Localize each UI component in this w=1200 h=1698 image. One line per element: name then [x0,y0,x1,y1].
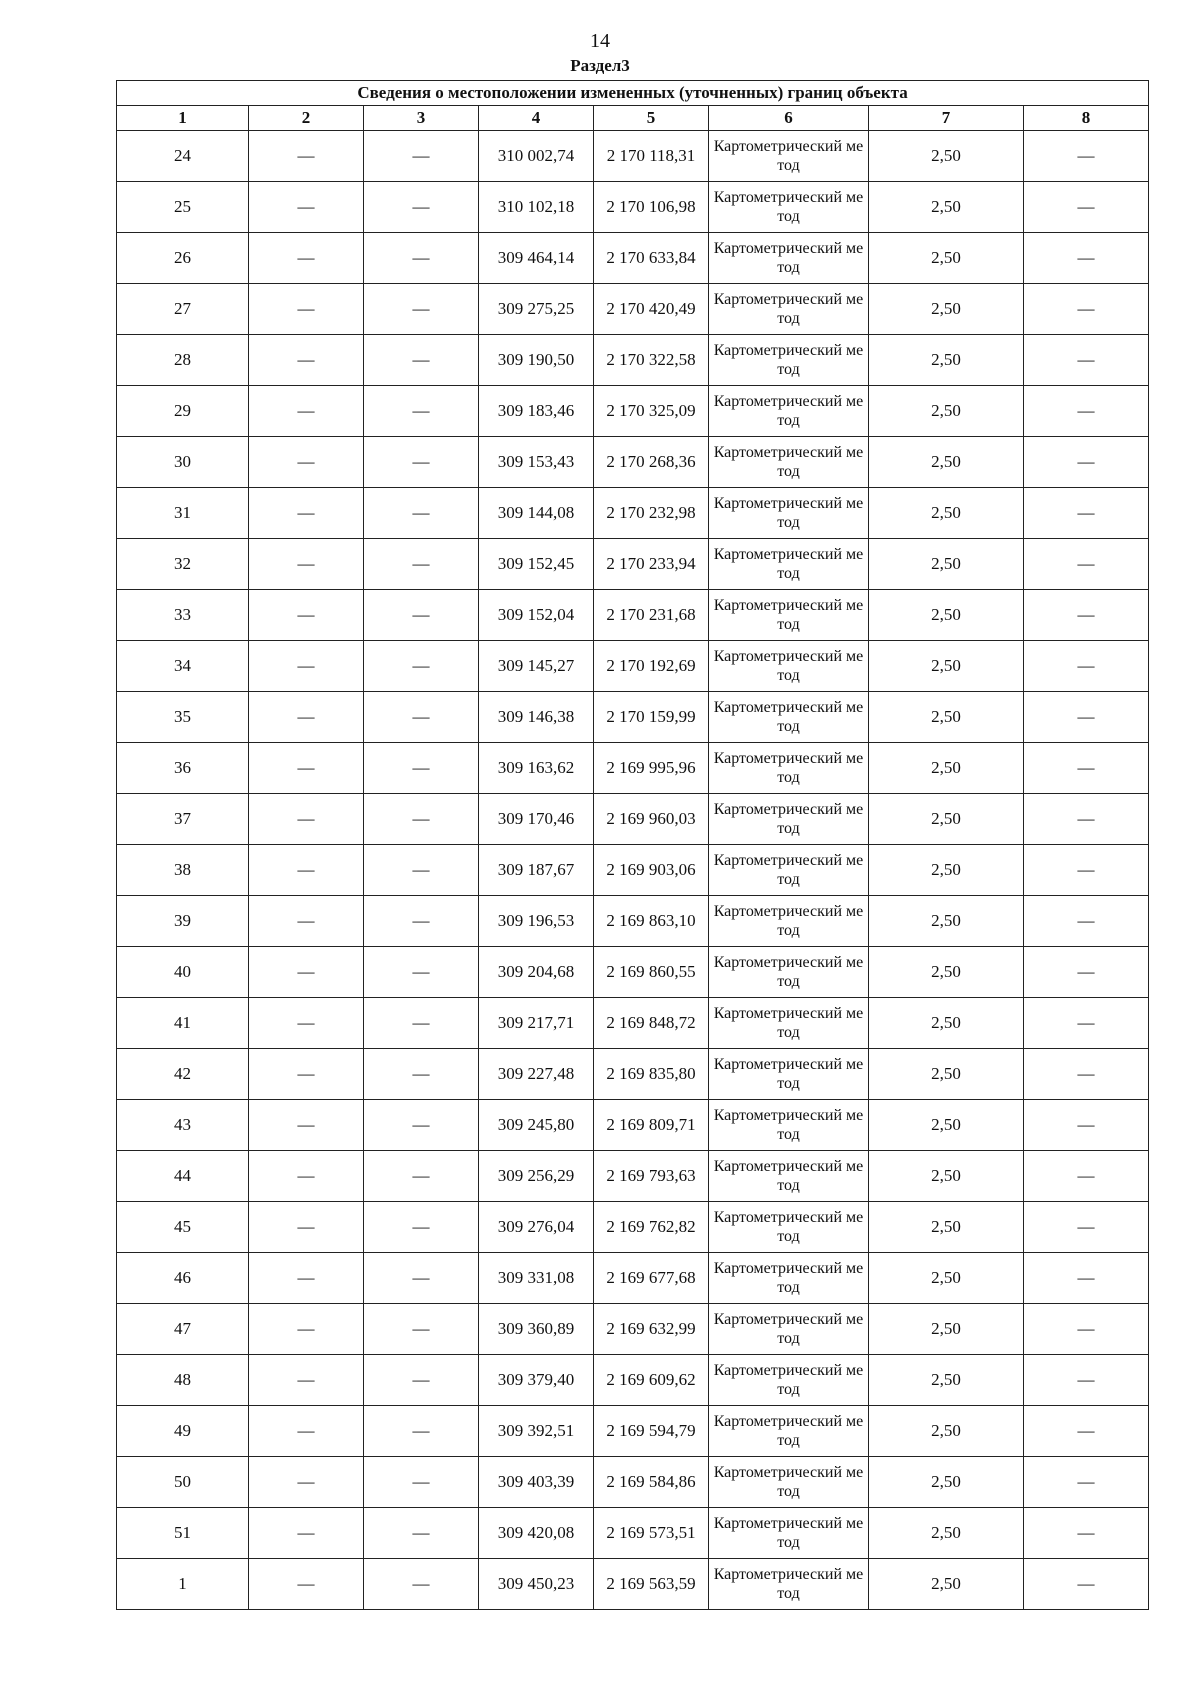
table-cell-col-3: — [364,437,479,488]
table-cell-col-3: — [364,386,479,437]
table-cell-col-8: — [1024,896,1149,947]
table-cell-col-7: 2,50 [869,641,1024,692]
table-cell-col-3: — [364,896,479,947]
table-cell-col-4: 309 227,48 [479,1049,594,1100]
table-body [117,131,1149,1610]
table-cell-col-6: Картометрический метод [709,590,869,641]
table-cell-col-7: 2,50 [869,590,1024,641]
table-cell-col-2: — [249,896,364,947]
table-cell-col-1: 44 [117,1151,249,1202]
table-cell-col-2: — [249,1049,364,1100]
table-cell-col-8: — [1024,131,1149,182]
table-cell-col-3: — [364,1100,479,1151]
table-cell-col-5: 2 169 863,10 [594,896,709,947]
table-cell-col-4: 309 152,45 [479,539,594,590]
table-cell-col-2: — [249,947,364,998]
table-cell-col-4: 309 275,25 [479,284,594,335]
table-cell-col-1: 43 [117,1100,249,1151]
table-cell-col-6: Картометрический метод [709,1100,869,1151]
table-cell-col-4: 309 420,08 [479,1508,594,1559]
table-cell-col-8: — [1024,437,1149,488]
table-cell-col-5: 2 170 268,36 [594,437,709,488]
table-cell-col-8: — [1024,386,1149,437]
table-cell-col-5: 2 169 563,59 [594,1559,709,1610]
table-cell-col-6: Картометрический метод [709,335,869,386]
table-cell-col-3: — [364,1151,479,1202]
table-row [117,692,1149,743]
table-cell-col-7: 2,50 [869,1151,1024,1202]
table-cell-col-4: 309 450,23 [479,1559,594,1610]
table-cell-col-6: Картометрический метод [709,1508,869,1559]
table-cell-col-7: 2,50 [869,743,1024,794]
table-cell-col-4: 309 152,04 [479,590,594,641]
table-cell-col-3: — [364,1355,479,1406]
table-cell-col-7: 2,50 [869,1253,1024,1304]
table-cell-col-8: — [1024,947,1149,998]
table-row [117,233,1149,284]
table-cell-col-1: 38 [117,845,249,896]
table-cell-col-6: Картометрический метод [709,131,869,182]
table-row [117,1508,1149,1559]
table-cell-col-5: 2 169 573,51 [594,1508,709,1559]
section-title: Раздел3 [570,56,630,75]
table-cell-col-2: — [249,1355,364,1406]
table-cell-col-4: 309 392,51 [479,1406,594,1457]
column-number-5: 5 [594,106,709,131]
column-number-6: 6 [709,106,869,131]
table-cell-col-4: 309 379,40 [479,1355,594,1406]
table-cell-col-4: 309 146,38 [479,692,594,743]
table-cell-col-6: Картометрический метод [709,743,869,794]
column-number-2: 2 [249,106,364,131]
table-cell-col-6: Картометрический метод [709,437,869,488]
table-cell-col-4: 309 245,80 [479,1100,594,1151]
table-cell-col-6: Картометрический метод [709,386,869,437]
table-row [117,641,1149,692]
table-cell-col-3: — [364,845,479,896]
table-cell-col-3: — [364,1253,479,1304]
table-cell-col-3: — [364,1508,479,1559]
table-cell-col-6: Картометрический метод [709,1355,869,1406]
table-cell-col-2: — [249,488,364,539]
table-cell-col-2: — [249,182,364,233]
table-cell-col-6: Картометрический метод [709,896,869,947]
table-cell-col-6: Картометрический метод [709,539,869,590]
table-cell-col-1: 27 [117,284,249,335]
table-cell-col-5: 2 169 594,79 [594,1406,709,1457]
table-cell-col-5: 2 169 835,80 [594,1049,709,1100]
table-cell-col-8: — [1024,1457,1149,1508]
table-cell-col-3: — [364,998,479,1049]
table-cell-col-7: 2,50 [869,488,1024,539]
table-cell-col-5: 2 170 420,49 [594,284,709,335]
table-cell-col-2: — [249,845,364,896]
table-cell-col-2: — [249,1304,364,1355]
table-cell-col-8: — [1024,1559,1149,1610]
table-cell-col-4: 309 256,29 [479,1151,594,1202]
table-cell-col-5: 2 170 118,31 [594,131,709,182]
table-cell-col-5: 2 169 995,96 [594,743,709,794]
table-cell-col-3: — [364,539,479,590]
table-cell-col-3: — [364,1457,479,1508]
table-cell-col-8: — [1024,1049,1149,1100]
table-cell-col-7: 2,50 [869,1508,1024,1559]
table-cell-col-7: 2,50 [869,896,1024,947]
table-cell-col-1: 29 [117,386,249,437]
column-number-3: 3 [364,106,479,131]
table-cell-col-2: — [249,1406,364,1457]
table-cell-col-6: Картометрический метод [709,1406,869,1457]
table-cell-col-3: — [364,794,479,845]
table-cell-col-3: — [364,233,479,284]
table-row [117,1355,1149,1406]
table-cell-col-2: — [249,386,364,437]
table-cell-col-7: 2,50 [869,1457,1024,1508]
table-cell-col-4: 309 187,67 [479,845,594,896]
table-cell-col-2: — [249,284,364,335]
table-cell-col-2: — [249,1508,364,1559]
table-cell-col-1: 35 [117,692,249,743]
table-row [117,947,1149,998]
table-cell-col-3: — [364,131,479,182]
table-cell-col-6: Картометрический метод [709,182,869,233]
table-row [117,539,1149,590]
table-cell-col-8: — [1024,1406,1149,1457]
table-cell-col-7: 2,50 [869,845,1024,896]
table-cell-col-8: — [1024,794,1149,845]
table-cell-col-1: 26 [117,233,249,284]
table-cell-col-6: Картометрический метод [709,284,869,335]
table-title: Сведения о местоположении измененных (уточненных) границ объекта [117,81,1149,106]
table-row [117,1304,1149,1355]
table-row [117,896,1149,947]
table-cell-col-1: 40 [117,947,249,998]
table-cell-col-4: 310 002,74 [479,131,594,182]
table-cell-col-3: — [364,284,479,335]
table-cell-col-1: 36 [117,743,249,794]
table-cell-col-1: 37 [117,794,249,845]
table-cell-col-3: — [364,1049,479,1100]
table-row [117,488,1149,539]
table-cell-col-8: — [1024,998,1149,1049]
table-cell-col-2: — [249,692,364,743]
table-cell-col-7: 2,50 [869,1406,1024,1457]
table-cell-col-8: — [1024,233,1149,284]
table-cell-col-8: — [1024,743,1149,794]
table-cell-col-8: — [1024,1355,1149,1406]
table-cell-col-6: Картометрический метод [709,1304,869,1355]
table-cell-col-4: 309 331,08 [479,1253,594,1304]
table-cell-col-5: 2 169 584,86 [594,1457,709,1508]
table-row [117,1457,1149,1508]
table-cell-col-8: — [1024,1100,1149,1151]
table-row [117,998,1149,1049]
table-cell-col-7: 2,50 [869,386,1024,437]
table-cell-col-4: 309 144,08 [479,488,594,539]
table-cell-col-2: — [249,1253,364,1304]
table-cell-col-5: 2 169 793,63 [594,1151,709,1202]
table-cell-col-2: — [249,437,364,488]
table-row [117,182,1149,233]
table-cell-col-3: — [364,182,479,233]
table-row [117,1202,1149,1253]
column-number-7: 7 [869,106,1024,131]
table-cell-col-7: 2,50 [869,1049,1024,1100]
table-cell-col-5: 2 170 322,58 [594,335,709,386]
table-cell-col-5: 2 170 325,09 [594,386,709,437]
table-cell-col-3: — [364,590,479,641]
table-row [117,1559,1149,1610]
table-cell-col-1: 1 [117,1559,249,1610]
table-cell-col-7: 2,50 [869,182,1024,233]
table-cell-col-1: 49 [117,1406,249,1457]
table-cell-col-5: 2 170 633,84 [594,233,709,284]
boundary-coordinates-table [116,80,1149,1610]
table-cell-col-1: 30 [117,437,249,488]
table-cell-col-1: 31 [117,488,249,539]
table-cell-col-8: — [1024,539,1149,590]
table-row [117,743,1149,794]
table-cell-col-8: — [1024,692,1149,743]
table-cell-col-1: 33 [117,590,249,641]
table-cell-col-2: — [249,1457,364,1508]
table-cell-col-2: — [249,1202,364,1253]
table-cell-col-5: 2 169 860,55 [594,947,709,998]
table-cell-col-4: 309 403,39 [479,1457,594,1508]
table-cell-col-2: — [249,539,364,590]
table-cell-col-4: 310 102,18 [479,182,594,233]
table-row [117,131,1149,182]
table-cell-col-6: Картометрический метод [709,641,869,692]
table-cell-col-7: 2,50 [869,1304,1024,1355]
table-cell-col-3: — [364,1202,479,1253]
table-row [117,1100,1149,1151]
table-cell-col-7: 2,50 [869,998,1024,1049]
column-number-row [117,106,1149,131]
table-row [117,845,1149,896]
table-row [117,590,1149,641]
table-cell-col-7: 2,50 [869,1559,1024,1610]
table-cell-col-6: Картометрический метод [709,1253,869,1304]
table-cell-col-8: — [1024,1508,1149,1559]
table-cell-col-7: 2,50 [869,437,1024,488]
table-cell-col-7: 2,50 [869,1100,1024,1151]
table-cell-col-2: — [249,998,364,1049]
table-cell-col-4: 309 217,71 [479,998,594,1049]
table-cell-col-5: 2 170 231,68 [594,590,709,641]
table-cell-col-1: 51 [117,1508,249,1559]
table-cell-col-8: — [1024,182,1149,233]
table-cell-col-4: 309 190,50 [479,335,594,386]
table-cell-col-4: 309 145,27 [479,641,594,692]
table-cell-col-7: 2,50 [869,335,1024,386]
table-cell-col-7: 2,50 [869,539,1024,590]
table-cell-col-8: — [1024,284,1149,335]
table-cell-col-2: — [249,590,364,641]
table-cell-col-5: 2 169 677,68 [594,1253,709,1304]
table-cell-col-7: 2,50 [869,1202,1024,1253]
table-row [117,1049,1149,1100]
table-cell-col-2: — [249,131,364,182]
table-cell-col-7: 2,50 [869,794,1024,845]
table-cell-col-8: — [1024,641,1149,692]
table-row [117,437,1149,488]
table-row [117,284,1149,335]
table-cell-col-1: 39 [117,896,249,947]
table-cell-col-6: Картометрический метод [709,1151,869,1202]
table-cell-col-2: — [249,1559,364,1610]
table-cell-col-8: — [1024,1253,1149,1304]
table-cell-col-2: — [249,233,364,284]
table-cell-col-6: Картометрический метод [709,947,869,998]
table-cell-col-8: — [1024,488,1149,539]
table-cell-col-6: Картометрический метод [709,998,869,1049]
table-cell-col-7: 2,50 [869,131,1024,182]
column-number-8: 8 [1024,106,1149,131]
column-number-1: 1 [117,106,249,131]
table-cell-col-5: 2 169 609,62 [594,1355,709,1406]
table-cell-col-5: 2 169 632,99 [594,1304,709,1355]
table-cell-col-6: Картометрический метод [709,1202,869,1253]
table-cell-col-6: Картометрический метод [709,1457,869,1508]
page-number: 14 [590,30,610,52]
table-cell-col-8: — [1024,1304,1149,1355]
table-cell-col-1: 25 [117,182,249,233]
table-cell-col-1: 45 [117,1202,249,1253]
table-cell-col-5: 2 169 809,71 [594,1100,709,1151]
table-cell-col-6: Картометрический метод [709,692,869,743]
table-cell-col-3: — [364,641,479,692]
table-cell-col-2: — [249,743,364,794]
table-cell-col-6: Картометрический метод [709,233,869,284]
table-cell-col-5: 2 170 192,69 [594,641,709,692]
table-row [117,794,1149,845]
table-cell-col-5: 2 170 232,98 [594,488,709,539]
table-cell-col-4: 309 204,68 [479,947,594,998]
table-cell-col-4: 309 464,14 [479,233,594,284]
table-cell-col-3: — [364,1304,479,1355]
table-cell-col-7: 2,50 [869,284,1024,335]
table-cell-col-5: 2 169 960,03 [594,794,709,845]
table-cell-col-1: 42 [117,1049,249,1100]
table-cell-col-2: — [249,335,364,386]
table-cell-col-7: 2,50 [869,1355,1024,1406]
table-cell-col-4: 309 163,62 [479,743,594,794]
table-cell-col-4: 309 153,43 [479,437,594,488]
table-cell-col-7: 2,50 [869,947,1024,998]
table-cell-col-4: 309 183,46 [479,386,594,437]
table-cell-col-8: — [1024,1151,1149,1202]
table-cell-col-5: 2 169 848,72 [594,998,709,1049]
column-number-4: 4 [479,106,594,131]
table-cell-col-2: — [249,641,364,692]
table-cell-col-3: — [364,743,479,794]
table-cell-col-4: 309 170,46 [479,794,594,845]
table-row [117,386,1149,437]
table-cell-col-1: 24 [117,131,249,182]
table-cell-col-4: 309 360,89 [479,1304,594,1355]
table-cell-col-6: Картометрический метод [709,845,869,896]
table-row [117,335,1149,386]
table-cell-col-6: Картометрический метод [709,1049,869,1100]
table-cell-col-5: 2 170 159,99 [594,692,709,743]
table-cell-col-2: — [249,794,364,845]
table-cell-col-1: 41 [117,998,249,1049]
table-cell-col-3: — [364,335,479,386]
table-cell-col-1: 28 [117,335,249,386]
table-cell-col-3: — [364,1406,479,1457]
table-cell-col-5: 2 170 106,98 [594,182,709,233]
table-row [117,1406,1149,1457]
table-cell-col-3: — [364,947,479,998]
table-cell-col-1: 32 [117,539,249,590]
table-cell-col-1: 48 [117,1355,249,1406]
table-cell-col-3: — [364,488,479,539]
table-cell-col-3: — [364,692,479,743]
table-cell-col-8: — [1024,335,1149,386]
table-cell-col-8: — [1024,845,1149,896]
table-row [117,1253,1149,1304]
table-cell-col-5: 2 170 233,94 [594,539,709,590]
table-cell-col-1: 46 [117,1253,249,1304]
table-cell-col-4: 309 276,04 [479,1202,594,1253]
table-cell-col-3: — [364,1559,479,1610]
table-row [117,1151,1149,1202]
table-cell-col-2: — [249,1151,364,1202]
table-cell-col-1: 47 [117,1304,249,1355]
table-cell-col-6: Картометрический метод [709,488,869,539]
table-cell-col-5: 2 169 762,82 [594,1202,709,1253]
table-cell-col-5: 2 169 903,06 [594,845,709,896]
table-cell-col-7: 2,50 [869,233,1024,284]
table-cell-col-6: Картометрический метод [709,794,869,845]
table-cell-col-6: Картометрический метод [709,1559,869,1610]
table-cell-col-8: — [1024,1202,1149,1253]
table-cell-col-1: 50 [117,1457,249,1508]
table-cell-col-8: — [1024,590,1149,641]
table-cell-col-4: 309 196,53 [479,896,594,947]
table-cell-col-2: — [249,1100,364,1151]
table-cell-col-1: 34 [117,641,249,692]
table-cell-col-7: 2,50 [869,692,1024,743]
